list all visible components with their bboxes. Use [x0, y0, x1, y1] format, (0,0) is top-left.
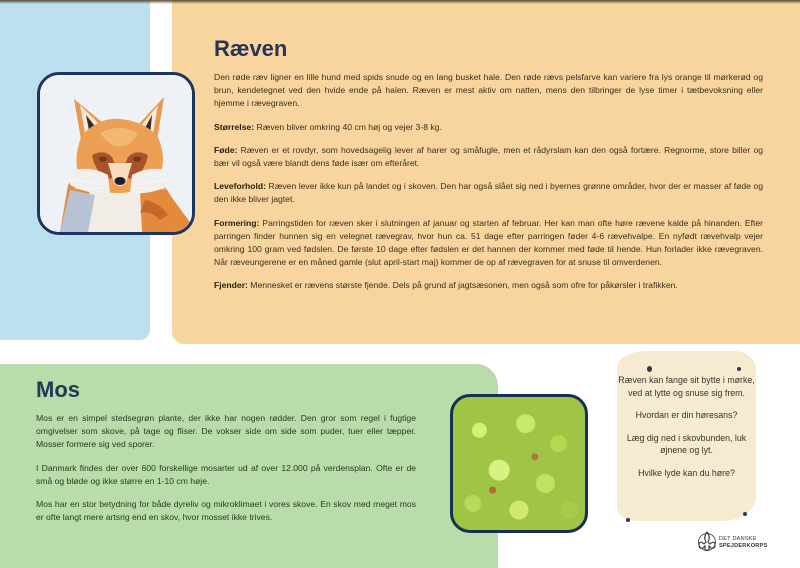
section-label: Størrelse: [214, 121, 255, 132]
spejderkorps-logo [697, 530, 787, 558]
fox-title: Ræven [214, 36, 288, 61]
fox-illustration-icon [40, 75, 192, 232]
logo-text [719, 536, 767, 550]
moss-title: Mos [36, 377, 80, 402]
fox-section-habitat [214, 180, 763, 206]
section-text: Mennesket er rævens største fjende. Dels på grund af jagtsæsonen, men også som ofre for påkørsler i trafikken. [247, 280, 678, 291]
activity-note-card [617, 351, 756, 521]
section-text: Ræven bliver omkring 40 cm høj og vejer 3-8 kg. [254, 121, 442, 132]
section-text: Ræven lever ikke kun på landet og i skoven. Den har også slået sig ned i byernes grønne områder, hvor der er masser af føde og den ikke bliver jagtet. [214, 181, 763, 205]
moss-paragraph: Mos er en simpel stedsegrøn plante, der ikke har nogen rødder. Den gror som regel i fugtige omgivelser som skove, på tage og fliser. De vokser side om side som puder, tuer eller tæpper. Mosser formere sig ved sporer. [36, 413, 416, 450]
fox-section-breeding [214, 217, 763, 270]
section-label: Formering: [214, 217, 260, 228]
section-label: Fjender: [214, 280, 248, 291]
note-paragraph: Læg dig ned i skovbunden, luk øjnene og lyt. [626, 432, 747, 456]
fox-section-food [214, 144, 763, 170]
fleur-de-lis-icon [697, 531, 717, 553]
logo-line-1: DET DANSKE [719, 536, 757, 542]
logo-line-2: SPEJDERKORPS [719, 543, 768, 549]
fox-section-enemies [214, 279, 763, 292]
section-label: Føde: [214, 144, 238, 155]
note-paragraph: Hvordan er din høresans? [635, 410, 738, 421]
moss-paragraph: I Danmark findes der over 600 forskellige mosarter ud af over 12.000 på verdensplan. Ofte er de små og bløde og ikke større en 1-10 cm høje. [36, 462, 416, 486]
section-text: Ræven er et rovdyr, som hovedsagelig lever af harer og småfugle, men et rådyrslam kan den også fortære. Regnorme, store biller og bær vil også være blandt dens føde især om efteråret. [214, 144, 763, 169]
section-text: Parringstiden for ræven sker i slutningen af januar og starten af februar. Her kan man ofte høre rævene kalde på hinanden. Efter parringen finder hunnen sig en velegnet rævegrav, hvor hun ca. 51 dage efter parringen føder 4-6 rævehvalpe. En nyfødt rævehvalp vejer omkring 100 gram ved fødslen. De første 10 dage efter fødslen er det hannen der kommer med føde til hende. Hun forlader ikke rævegraven. Når ræveungerene er en måned gamle (slut april-start maj) kommer de op af rævegraven for at snuse til omverdenen. [214, 217, 763, 268]
note-paragraph: Hvilke lyde kan du høre? [638, 467, 735, 478]
fox-description [214, 71, 763, 303]
fox-image [37, 72, 195, 235]
section-label: Leveforhold: [214, 181, 267, 192]
moss-paragraph: Mos har en stor betydning for både dyreliv og mikroklimaet i vores skove. En skov med meget mos er ofte langt mere artsrig end en skov, hvor mosset ikke trives. [36, 499, 416, 523]
pin-icon [737, 367, 741, 371]
fox-intro: Den røde ræv ligner en lille hund med spids snude og en lang busket hale. Den røde rævs pelsfarve kan variere fra lys orange til mørkerød og brun, kendetegnet ved den hvide ende på halen. Ræven er mest aktiv om natten, mens den tilbringer de lyse timer i tætbevoksning eller hjemme i rævegraven. [214, 72, 763, 109]
note-paragraph: Ræven kan fange sit bytte i mørke, ved at lytte og snuse sig frem. [618, 375, 755, 398]
moss-image [450, 394, 588, 533]
pin-icon [626, 518, 630, 522]
note-text [617, 374, 756, 490]
pin-icon [743, 512, 747, 516]
top-shadow [0, 0, 800, 4]
pin-icon [647, 366, 652, 372]
moss-description [36, 412, 416, 534]
fox-section-size [214, 121, 763, 134]
